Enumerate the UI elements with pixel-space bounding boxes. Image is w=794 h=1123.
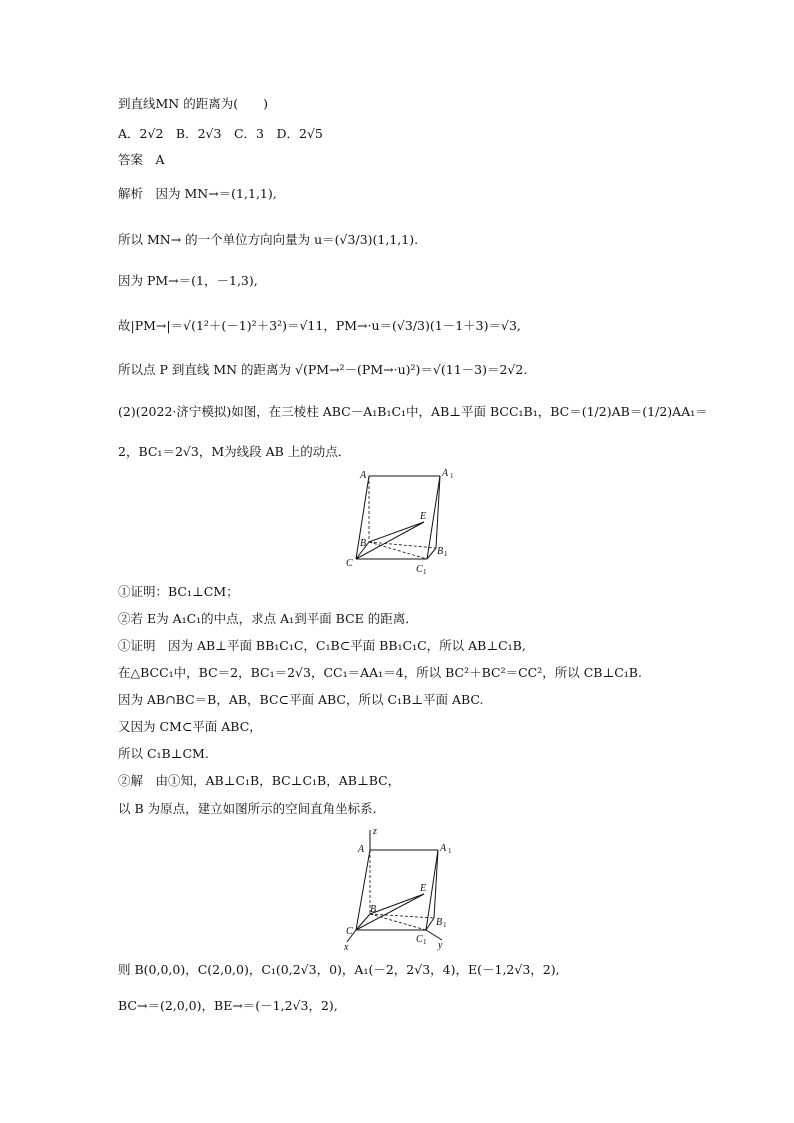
edge-c-e <box>356 522 424 559</box>
proof-line-5: 所以 C₁B⊥CM. <box>118 746 209 761</box>
question-1: ①证明：BC₁⊥CM； <box>118 584 239 599</box>
label-c1-sub: 1 <box>423 938 427 946</box>
solution-line-2: 以 B 为原点，建立如图所示的空间直角坐标系． <box>118 801 386 816</box>
coordinate-figure-2 <box>334 822 464 952</box>
label-z: z <box>373 826 377 837</box>
label-c: C <box>346 558 353 569</box>
label-x: x <box>344 942 349 952</box>
vectors-line: BC→＝(2,0,0)，BE→＝(－1,2√3，2), <box>118 998 338 1013</box>
label-a1-sub: 1 <box>450 472 454 480</box>
analysis-line-2: 所以 MN→ 的一个单位方向向量为 u＝(√3/3)(1,1,1). <box>118 232 419 247</box>
hidden-edge-b-c1 <box>369 542 427 559</box>
question-2: ②若 E为 A₁C₁的中点，求点 A₁到平面 BCE 的距离． <box>118 611 418 626</box>
solution-line-1: ②解 由①知，AB⊥C₁B，BC⊥C₁B，AB⊥BC， <box>118 773 401 788</box>
hidden-edge-b-c1 <box>370 914 426 930</box>
analysis-line-1: 解析 因为 MN→＝(1,1,1), <box>118 186 277 201</box>
coordinates-line: 则 B(0,0,0)，C(2,0,0)，C₁(0,2√3，0)，A₁(－2，2√3，4)，E(－1,2√3，2), <box>118 962 560 977</box>
edge-c-e <box>356 894 424 930</box>
label-b: B <box>370 904 377 915</box>
proof-line-4: 又因为 CM⊂平面 ABC， <box>118 719 262 734</box>
label-a1: A <box>442 468 449 479</box>
label-b1: B <box>436 917 443 928</box>
proof-line-2: 在△BCC₁中，BC＝2，BC₁＝2√3，CC₁＝AA₁＝4，所以 BC²＋BC²＝CC²，所以 CB⊥C₁B. <box>118 665 642 680</box>
label-e: E <box>420 883 427 894</box>
edge-b-e <box>369 522 424 542</box>
label-b: B <box>360 538 367 549</box>
analysis-line-4: 故|PM→|＝√(1²＋(－1)²＋3²)＝√11，PM→·u＝(√3/3)(1－1＋3)＝√3, <box>118 318 521 333</box>
label-c: C <box>346 926 353 937</box>
label-e: E <box>420 511 427 522</box>
label-c1-sub: 1 <box>423 568 427 576</box>
proof-line-3: 因为 AB∩BC＝B，AB，BC⊂平面 ABC，所以 C₁B⊥平面 ABC. <box>118 692 484 707</box>
problem-2-line-1: (2)(2022·济宁模拟)如图，在三棱柱 ABC－A₁B₁C₁中，AB⊥平面 BCC₁B₁，BC＝(1/2)AB＝(1/2)AA₁＝ <box>118 404 708 419</box>
axis-y <box>426 930 442 940</box>
proof-line-1: ①证明 因为 AB⊥平面 BB₁C₁C，C₁B⊂平面 BB₁C₁C，所以 AB⊥C₁B, <box>118 638 526 653</box>
label-c1: C <box>416 934 423 945</box>
analysis-line-5: 所以点 P 到直线 MN 的距离为 √(PM→²－(PM→·u)²)＝√(11－3)＝2√2. <box>118 362 528 377</box>
label-b1: B <box>437 546 444 557</box>
text-line-1: 到直线MN 的距离为( ) <box>118 96 268 111</box>
analysis-line-3: 因为 PM→＝(1，－1,3), <box>118 273 258 288</box>
edge-b-e <box>370 894 424 914</box>
label-b1-sub: 1 <box>443 921 447 929</box>
label-b1-sub: 1 <box>444 550 448 558</box>
label-a: A <box>360 470 367 481</box>
label-y: y <box>438 940 443 951</box>
answer-options: A．2√2 B．2√3 C．3 D．2√5 <box>118 126 323 141</box>
problem-2-line-2: 2，BC₁＝2√3，M为线段 AB 上的动点． <box>118 444 351 459</box>
label-a: A <box>358 844 365 855</box>
label-c1: C <box>416 564 423 575</box>
prism-figure-1 <box>340 462 460 580</box>
label-a1-sub: 1 <box>448 847 452 855</box>
label-a1: A <box>440 843 447 854</box>
edge-a-c <box>356 850 370 930</box>
answer-line: 答案 A <box>118 152 165 167</box>
